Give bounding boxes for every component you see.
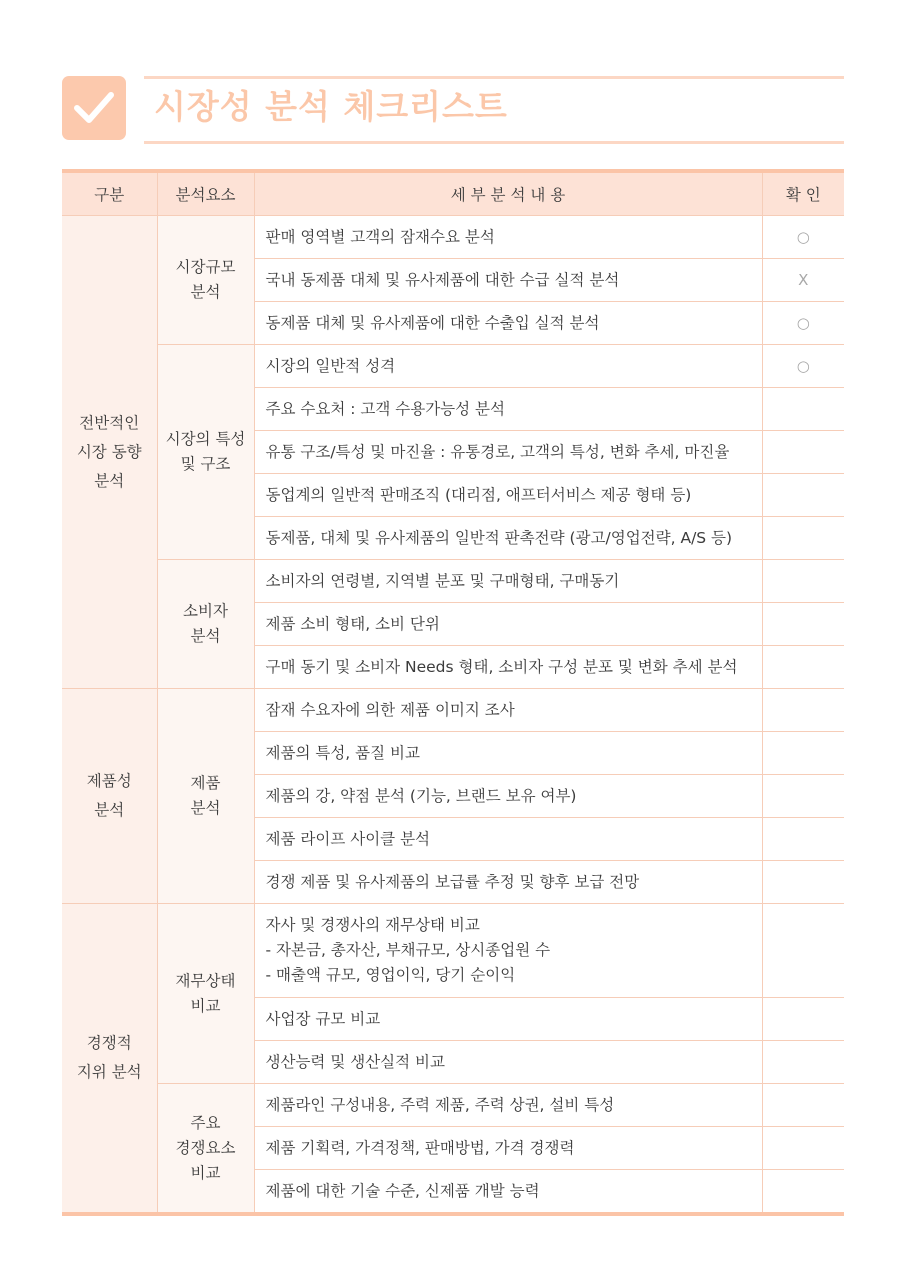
detail-cell: 제품라인 구성내용, 주력 제품, 주력 상권, 설비 특성 (254, 1084, 762, 1127)
detail-cell: 구매 동기 및 소비자 Needs 형태, 소비자 구성 분포 및 변화 추세 분석 (254, 646, 762, 689)
element-cell: 시장규모 분석 (157, 216, 254, 345)
detail-cell: 소비자의 연령별, 지역별 분포 및 구매형태, 구매동기 (254, 560, 762, 603)
detail-cell: 경쟁 제품 및 유사제품의 보급률 추정 및 향후 보급 전망 (254, 861, 762, 904)
check-cell[interactable] (762, 904, 844, 998)
check-cell[interactable] (762, 1170, 844, 1215)
page-header (62, 76, 844, 140)
check-cell[interactable] (762, 998, 844, 1041)
check-cell[interactable]: ○ (762, 216, 844, 259)
check-cell[interactable] (762, 1041, 844, 1084)
column-header-element: 분석요소 (157, 171, 254, 216)
detail-cell: 제품의 특성, 품질 비교 (254, 732, 762, 775)
detail-cell: 제품 라이프 사이클 분석 (254, 818, 762, 861)
detail-cell: 동제품 대체 및 유사제품에 대한 수출입 실적 분석 (254, 302, 762, 345)
detail-cell: 동업계의 일반적 판매조직 (대리점, 애프터서비스 제공 형태 등) (254, 474, 762, 517)
check-cell[interactable] (762, 775, 844, 818)
check-cell[interactable] (762, 818, 844, 861)
check-cell[interactable] (762, 431, 844, 474)
table-header-row (62, 171, 844, 216)
detail-cell: 판매 영역별 고객의 잠재수요 분석 (254, 216, 762, 259)
table-row (62, 560, 844, 603)
title-frame (144, 76, 844, 144)
detail-cell: 제품의 강, 약점 분석 (기능, 브랜드 보유 여부) (254, 775, 762, 818)
element-cell: 제품 분석 (157, 689, 254, 904)
group-cell: 전반적인 시장 동향 분석 (62, 216, 157, 689)
table-row (62, 345, 844, 388)
check-cell[interactable] (762, 603, 844, 646)
table-row (62, 216, 844, 259)
check-icon (74, 90, 114, 126)
check-cell[interactable]: X (762, 259, 844, 302)
detail-cell: 동제품, 대체 및 유사제품의 일반적 판촉전략 (광고/영업전략, A/S 등) (254, 517, 762, 560)
table-row (62, 904, 844, 998)
detail-cell: 잠재 수요자에 의한 제품 이미지 조사 (254, 689, 762, 732)
check-cell[interactable] (762, 861, 844, 904)
checkmark-badge (62, 76, 126, 140)
group-cell: 경쟁적 지위 분석 (62, 904, 157, 1215)
element-cell: 시장의 특성 및 구조 (157, 345, 254, 560)
element-cell: 주요 경쟁요소 비교 (157, 1084, 254, 1215)
detail-cell: 시장의 일반적 성격 (254, 345, 762, 388)
check-cell[interactable]: ○ (762, 302, 844, 345)
detail-cell: 제품 기획력, 가격정책, 판매방법, 가격 경쟁력 (254, 1127, 762, 1170)
column-header-check: 확 인 (762, 171, 844, 216)
page-title: 시장성 분석 체크리스트 (154, 87, 508, 126)
check-cell[interactable] (762, 689, 844, 732)
check-cell[interactable]: ○ (762, 345, 844, 388)
detail-cell: 국내 동제품 대체 및 유사제품에 대한 수급 실적 분석 (254, 259, 762, 302)
detail-cell: 제품 소비 형태, 소비 단위 (254, 603, 762, 646)
column-header-detail: 세 부 분 석 내 용 (254, 171, 762, 216)
group-cell: 제품성 분석 (62, 689, 157, 904)
check-cell[interactable] (762, 1084, 844, 1127)
check-cell[interactable] (762, 517, 844, 560)
check-cell[interactable] (762, 732, 844, 775)
detail-cell: 제품에 대한 기술 수준, 신제품 개발 능력 (254, 1170, 762, 1215)
table-row (62, 1084, 844, 1127)
check-cell[interactable] (762, 646, 844, 689)
detail-cell: 주요 수요처 : 고객 수용가능성 분석 (254, 388, 762, 431)
check-cell[interactable] (762, 474, 844, 517)
detail-cell: 생산능력 및 생산실적 비교 (254, 1041, 762, 1084)
detail-cell: 유통 구조/특성 및 마진율 : 유통경로, 고객의 특성, 변화 추세, 마진율 (254, 431, 762, 474)
detail-cell: 사업장 규모 비교 (254, 998, 762, 1041)
column-header-category: 구분 (62, 171, 157, 216)
check-cell[interactable] (762, 560, 844, 603)
checklist-table (62, 169, 844, 1216)
element-cell: 소비자 분석 (157, 560, 254, 689)
check-cell[interactable] (762, 1127, 844, 1170)
check-cell[interactable] (762, 388, 844, 431)
detail-cell: 자사 및 경쟁사의 재무상태 비교 - 자본금, 총자산, 부채규모, 상시종업원 수 - 매출액 규모, 영업이익, 당기 순이익 (254, 904, 762, 998)
table-row (62, 689, 844, 732)
element-cell: 재무상태 비교 (157, 904, 254, 1084)
